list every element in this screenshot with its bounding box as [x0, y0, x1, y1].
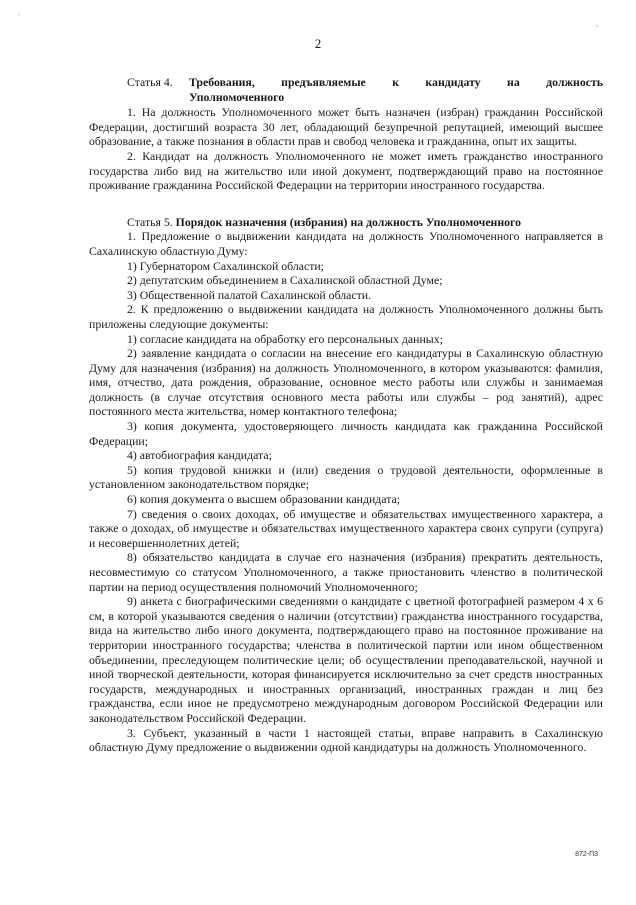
article-5-part-2: 2. К предложению о выдвижении кандидата на должность Уполномоченного должны быть приложены следующие документы: [89, 302, 603, 331]
article-5-part-1: 1. Предложение о выдвижении кандидата на должность Уполномоченного направляется в Сахалинскую областную Думу: [89, 229, 603, 258]
article-5-part-1-item-2: 2) депутатским объединением в Сахалинской областной Думе; [127, 273, 443, 288]
article-4-paragraph-1: 1. На должность Уполномоченного может быть назначен (избран) гражданин Российской Федерации, достигший возраста 30 лет, обладающий безупречной репутацией, имеющий высшее образование, а также познания в области прав и свобод человека и гражданина, опыт их защиты. [89, 105, 603, 149]
document-body [89, 75, 603, 755]
article-4-title [189, 75, 603, 104]
page-number: 2 [314, 36, 322, 51]
article-5-part-2-item-1: 1) согласие кандидата на обработку его персональных данных; [127, 331, 443, 346]
article-4-heading [89, 75, 603, 104]
article-5-part-2-item-5: 5) копия трудовой книжки и (или) сведения о трудовой деятельности, оформленные в установленном законодательством порядке; [89, 462, 603, 492]
article-4-title-line1: Требования, предъявляемые к кандидату на должность [189, 75, 603, 89]
article-5-part-2-item-3: 3) копия документа, удостоверяющего личность кандидата как гражданина Российской Федерации; [89, 419, 603, 448]
article-5-heading [89, 215, 603, 230]
article-4-label: Статья 4. [127, 75, 173, 89]
article-5-part-2-item-7: 7) сведения о своих доходах, об имуществе и обязательствах имущественного характера, а также о доходах, об имуществе и обязательствах имущественного характера своих супруги (супруга) и несовершеннолетних детей; [89, 506, 603, 550]
article-5-title: Порядок назначения (избрания) на должность Уполномоченного [175, 214, 522, 229]
article-5-part-3: 3. Субъект, указанный в части 1 настоящей статьи, вправе направить в Сахалинскую областную Думу предложение о выдвижении одной кандидатуры на должность Уполномоченного. [89, 725, 603, 755]
article-5-part-2-item-4: 4) автобиография кандидата; [127, 448, 272, 463]
scan-mark: , [596, 18, 599, 28]
article-5-part-2-item-8: 8) обязательство кандидата в случае его назначения (избрания) прекратить деятельность, несовместимую со статусом Уполномоченного, а также приостановить членство в политической партии на период осуществления полномочий Уполномоченного; [89, 550, 603, 594]
article-5-part-2-item-2: 2) заявление кандидата о согласии на внесение его кандидатуры в Сахалинскую областную Думу для назначения (избрания) на должность Уполномоченного, в котором указываются: фамилия, имя, отчество, дата рождения, образование, основное место работы или службы и занимаемая должность (в случае отсутствия основного места работы или службы – род занятий), адрес постоянного места жительства, номер контактного телефона; [89, 346, 603, 419]
article-4-paragraph-2: 2. Кандидат на должность Уполномоченного не может иметь гражданство иностранного государства либо вид на жительство или иной документ, подтверждающий право на постоянное проживание гражданина Российской Федерации на территории иностранного государства. [89, 148, 603, 193]
article-5-part-2-item-9: 9) анкета с биографическими сведениями о кандидате с цветной фотографией размером 4 х 6 см, в которой указываются сведения о наличии (отсутствии) гражданства иностранного государства, вида на жительство либо иного документа, подтверждающего право на постоянное проживание на территории иностранного государства; членства в политической партии или ином общественном объединении, преследующем политические цели; об осуществлении преподавательской, научной и иной творческой деятельности, которая финансируется исключительно за счет средств иностранных государств, международных и иностранных организаций, иностранных граждан и лиц без гражданства, если иное не предусмотрено международным договором Российской Федерации или законодательством Российской Федерации. [89, 594, 603, 725]
article-5-part-1-item-1: 1) Губернатором Сахалинской области; [127, 258, 324, 273]
article-5-part-2-item-6: 6) копия документа о высшем образовании кандидата; [127, 492, 401, 507]
article-5-label: Статья 5. [127, 214, 173, 229]
article-5-part-1-item-3: 3) Общественной палатой Сахалинской области. [127, 287, 372, 302]
article-4-title-line2: Уполномоченного [189, 89, 285, 104]
scan-mark: ' [18, 12, 20, 22]
document-code: 872-П3 [575, 851, 598, 858]
